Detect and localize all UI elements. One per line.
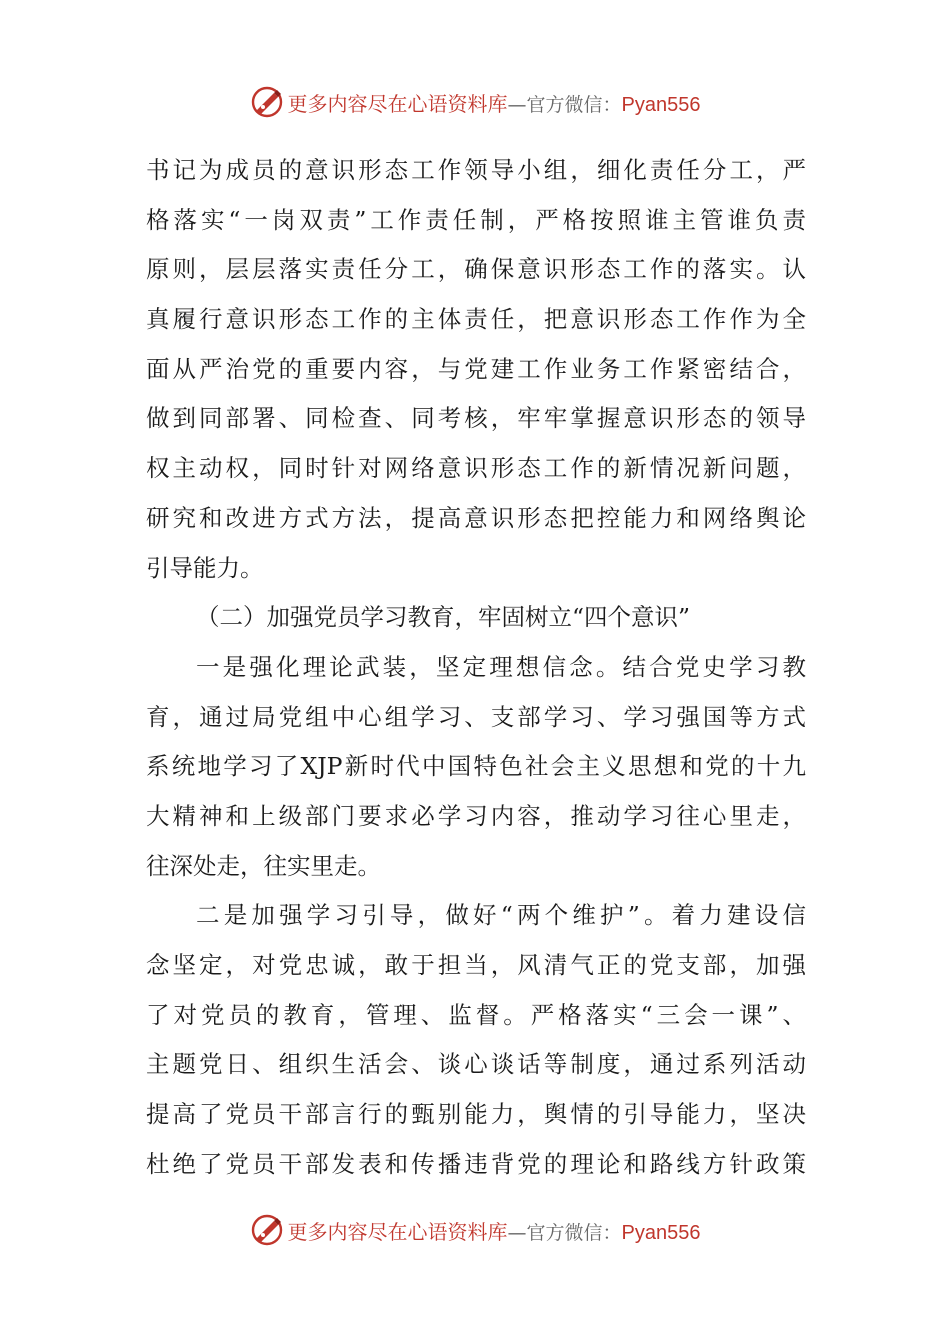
paragraph-line: 往深处走，往实里走。 (146, 851, 381, 880)
banner-dash: — (507, 93, 527, 116)
banner-dash: — (507, 1221, 527, 1244)
paragraph-line: 做到同部署、同检查、同考核，牢牢掌握意识形态的领导 (146, 404, 806, 433)
paragraph-line: 杜绝了党员干部发表和传播违背党的理论和路线方针政策 (146, 1149, 806, 1178)
banner-wechat-id: Pyan556 (621, 93, 701, 116)
pen-circle-icon (250, 85, 284, 119)
paragraph-line: 面从严治党的重要内容，与党建工作业务工作紧密结合， (146, 354, 806, 383)
banner-wechat-id: Pyan556 (621, 1221, 701, 1244)
paragraph-line: 权主动权，同时针对网络意识形态工作的新情况新问题， (146, 454, 806, 483)
paragraph-line: 育，通过局党组中心组学习、支部学习、学习强国等方式 (146, 702, 806, 731)
paragraph-line: 主题党日、组织生活会、谈心谈话等制度，通过系列活动 (146, 1050, 806, 1079)
pen-circle-icon (250, 1213, 284, 1247)
footer-banner (0, 1208, 950, 1252)
paragraph-line: 了对党员的教育，管理、监督。严格落实“三会一课”、 (146, 1000, 806, 1029)
paragraph-line: 大精神和上级部门要求必学习内容，推动学习往心里走， (146, 801, 806, 830)
paragraph-line: 引导能力。 (146, 553, 264, 582)
banner-wechat-label: 官方微信： (526, 1221, 622, 1244)
paragraph-line: 二是加强学习引导，做好“两个维护”。着力建设信 (196, 901, 806, 930)
header-banner (0, 80, 950, 124)
paragraph-line: 系统地学习了XJP新时代中国特色社会主义思想和党的十九 (146, 752, 806, 781)
section-heading: （二）加强党员学习教育，牢固树立“四个意识” (196, 603, 691, 632)
paragraph-line: 原则，层层落实责任分工，确保意识形态工作的落实。认 (146, 255, 806, 284)
document-body (146, 146, 806, 1189)
paragraph-line: 念坚定，对党忠诚，敢于担当，风清气正的党支部，加强 (146, 951, 806, 979)
paragraph-line: 一是强化理论武装，坚定理想信念。结合党史学习教 (196, 652, 806, 681)
paragraph-line: 真履行意识形态工作的主体责任，把意识形态工作作为全 (146, 305, 806, 334)
banner-wechat-label: 官方微信： (526, 93, 622, 116)
paragraph-line: 格落实“一岗双责”工作责任制，严格按照谁主管谁负责 (146, 205, 806, 234)
paragraph-line: 研究和改进方式方法，提高意识形态把控能力和网络舆论 (146, 503, 806, 532)
paragraph-line: 书记为成员的意识形态工作领导小组，细化责任分工，严 (146, 156, 806, 184)
banner-site-name: 更多内容尽在心语资料库 (287, 91, 508, 116)
banner-site-name: 更多内容尽在心语资料库 (287, 1219, 508, 1244)
paragraph-line: 提高了党员干部言行的甄别能力，舆情的引导能力，坚决 (146, 1100, 806, 1129)
